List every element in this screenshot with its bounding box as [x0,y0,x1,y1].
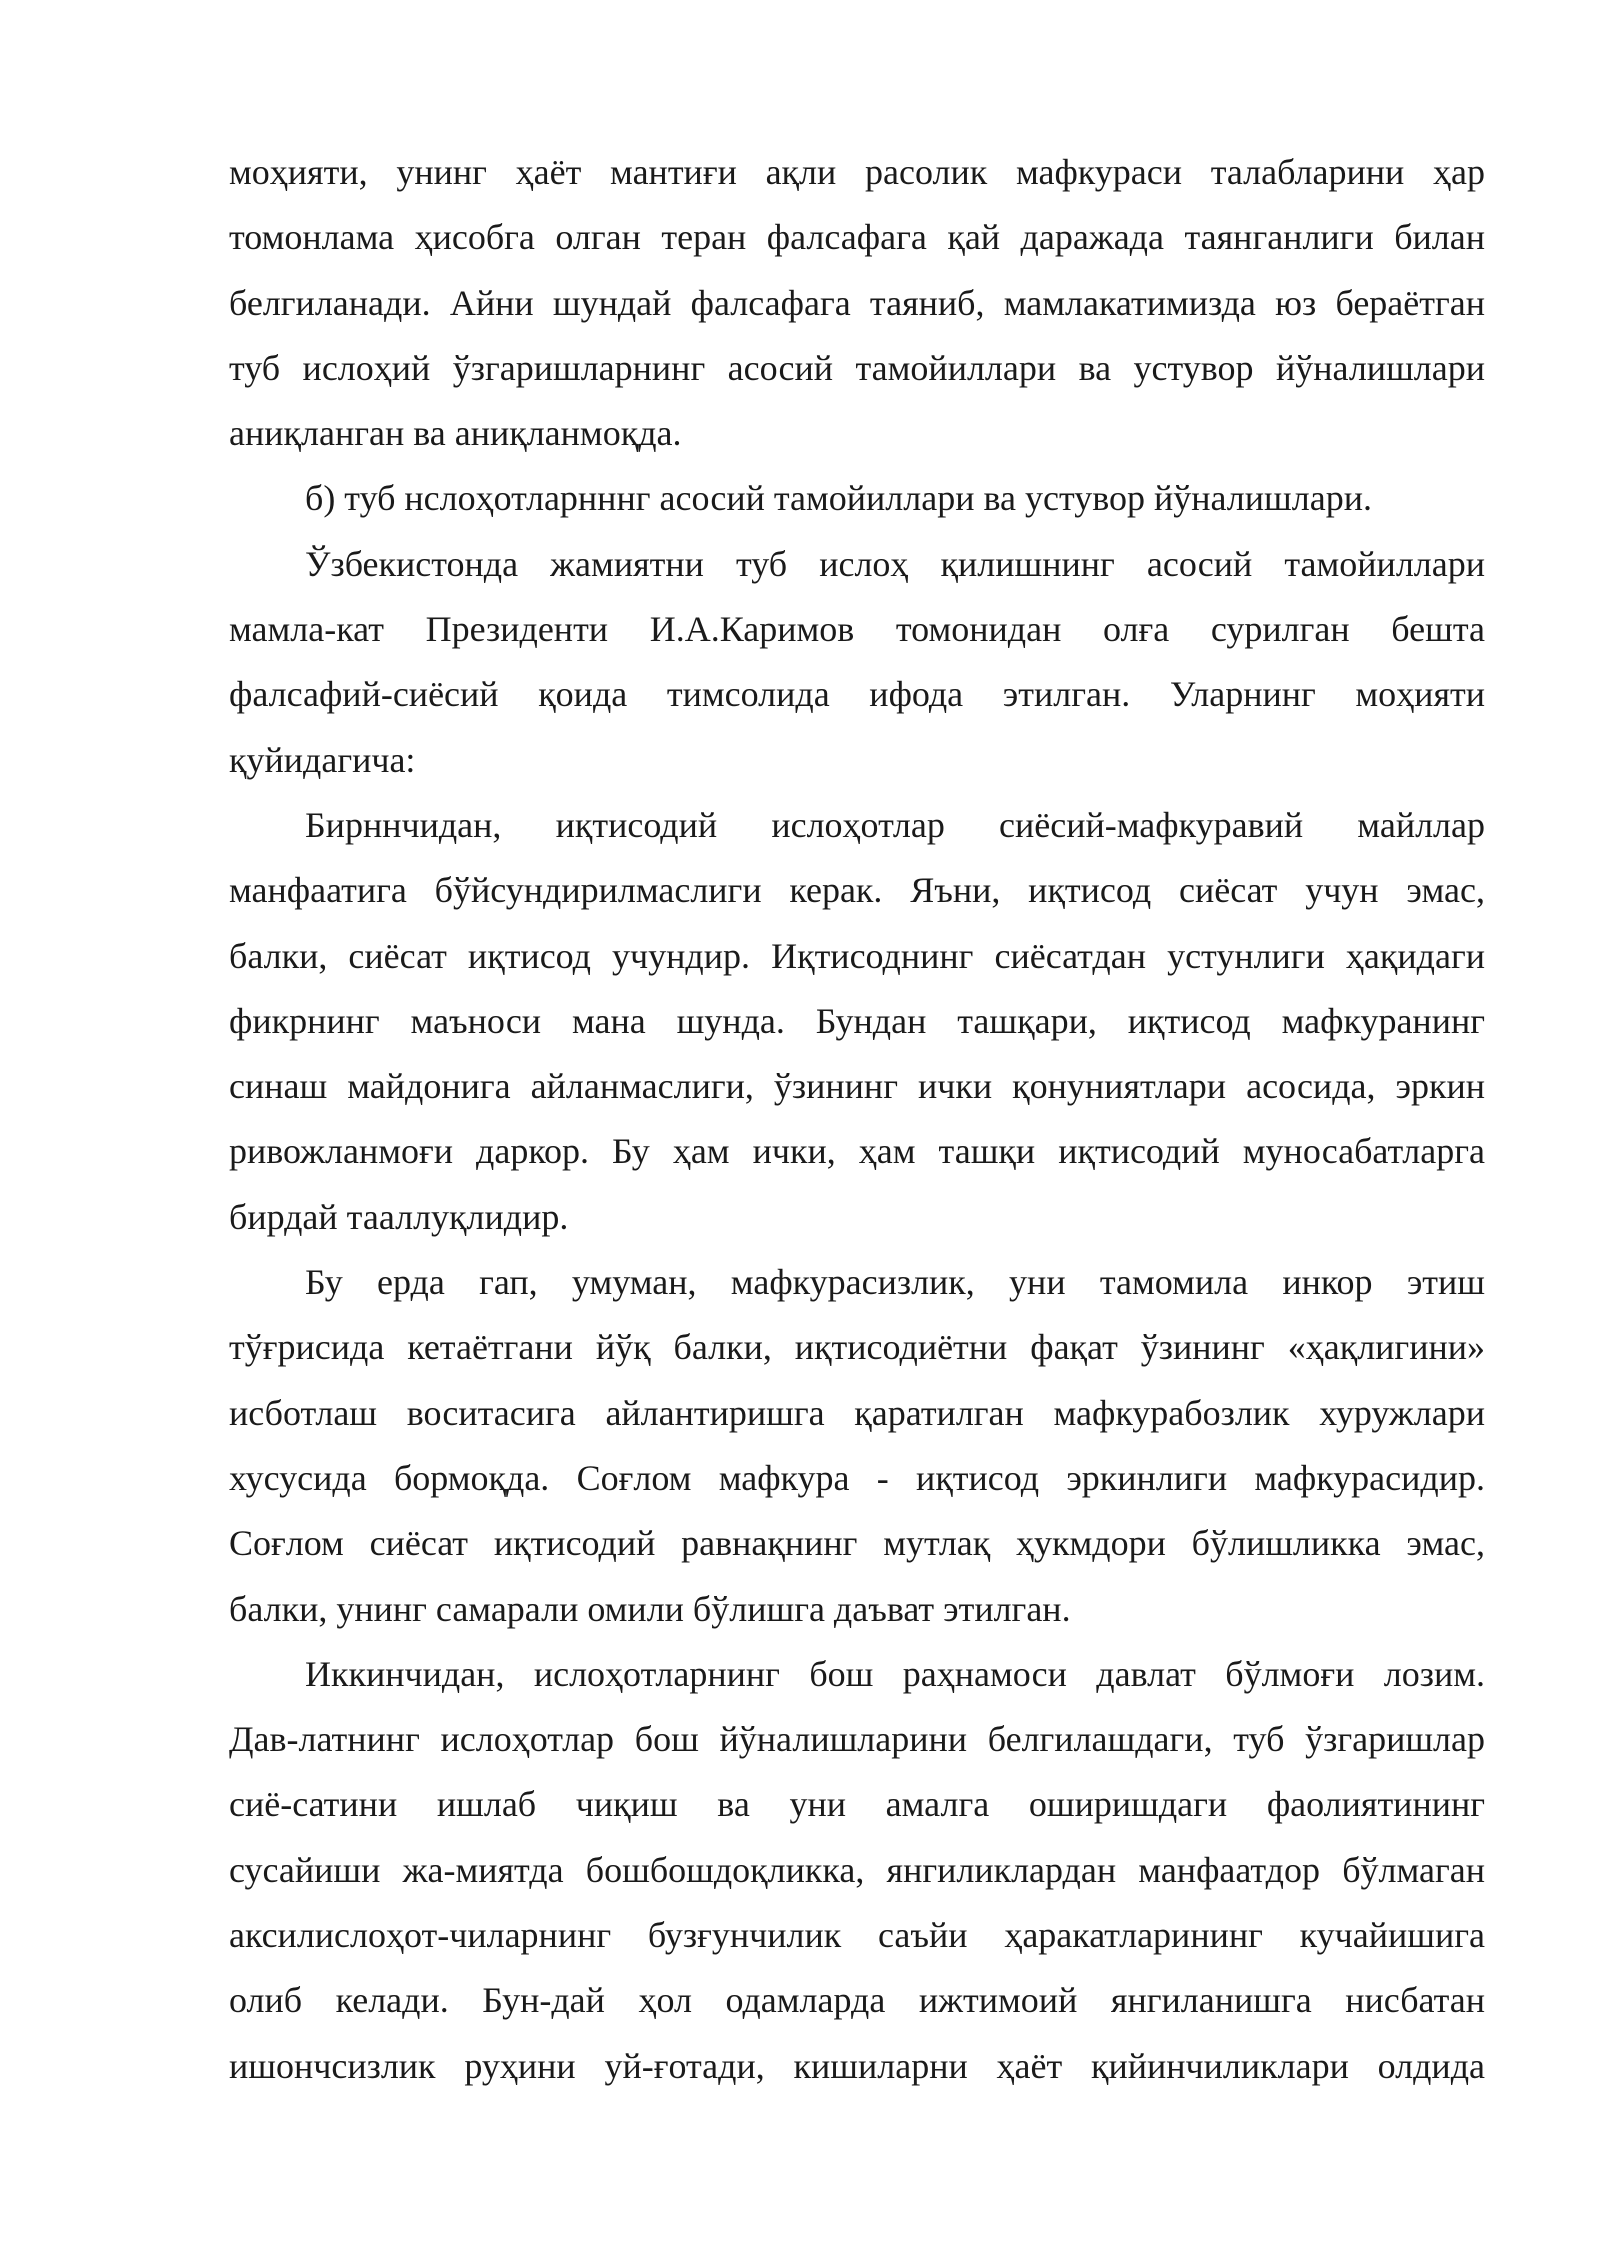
paragraph-2 [229,466,1485,531]
text-line: Бу ерда гап, умуман, мафкурасизлик, уни тамомила инкор этиш [305,1262,1485,1303]
text-line: ривожланмоғи даркор. Бу ҳам ички, ҳам ташқи иқтисодий муносабатларга [229,1131,1485,1172]
paragraph-6 [229,1642,1485,2099]
text-line: белгиланади. Айни шундай фалсафага таяниб, мамлакатимизда юз бераётган [229,282,1485,323]
text-line: манфаатига бўйсундирилмаслиги керак. Яъни, иқтисод сиёсат учун эмас, [229,870,1485,911]
text-line: фикрнинг маъноси мана шунда. Бундан ташқари, иқтисод мафкуранинг [229,1000,1485,1041]
text-line: исботлаш воситасига айлантиришга қаратилган мафкурабозлик хуружлари [229,1392,1485,1433]
paragraph-3 [229,532,1485,793]
text-line: балки, сиёсат иқтисод учундир. Иқтисоднинг сиёсатдан устунлиги ҳақидаги [229,935,1485,976]
text-line: фалсафий-сиёсий қоида тимсолида ифода этилган. Уларнинг моҳияти [229,674,1485,715]
text-line: моҳияти, унинг ҳаёт мантиғи ақли расолик мафкураси талабларини ҳар [229,152,1485,192]
text-line: қуйидагича: [229,739,416,780]
text-line: тўғрисида кетаётгани йўқ балки, иқтисодиётни фақат ўзининг «ҳақлигини» [229,1327,1485,1368]
text-line: сусайиши жа-миятда бошбошдоқликка, янгиликлардан манфаатдор бўлмаган [229,1849,1485,1890]
text-line: Бирннчидан, иқтисодий ислоҳотлар сиёсий-мафкуравий майллар [305,804,1485,845]
body-text [229,140,1485,2099]
text-line: Соғлом сиёсат иқтисодий равнақнинг мутлақ ҳукмдори бўлишликка эмас, [229,1523,1485,1564]
text-line: ишончсизлик руҳини уй-ғотади, кишиларни ҳаёт қийинчиликлари олдида [229,2045,1485,2086]
text-line: туб ислоҳий ўзгаришларнинг асосий тамойиллари ва устувор йўналишлари [229,347,1485,388]
text-line: Дав-латнинг ислоҳотлар бош йўналишларини белгилашдаги, туб ўзгаришлар [229,1719,1485,1760]
section-heading: б) туб нслоҳотларнннг асосий тамойиллари ва устувор йўналишлари. [305,478,1372,519]
text-line: томонлама ҳисобга олган теран фалсафага қай даражада таянганлиги билан [229,217,1485,258]
text-line: хусусида бормоқда. Соғлом мафкура - иқтисод эркинлиги мафкурасидир. [229,1457,1485,1498]
text-line: балки, унинг самарали омили бўлишга даъват этилган. [229,1588,1071,1629]
text-line: Иккинчидан, ислоҳотларнинг бош раҳнамоси давлат бўлмоғи лозим. [305,1653,1485,1694]
text-line: аксилислоҳот-чиларнинг бузғунчилик саъйи ҳаракатларининг кучайишига [229,1915,1485,1956]
text-line: сиё-сатини ишлаб чиқиш ва уни амалга оширишдаги фаолиятининг [229,1784,1485,1825]
text-line: синаш майдонига айланмаслиги, ўзининг ички қонуниятлари асосида, эркин [229,1066,1485,1107]
paragraph-1 [229,140,1485,466]
text-line: олиб келади. Бун-дай ҳол одамларда ижтимоий янгиланишга нисбатан [229,1980,1485,2021]
paragraph-4 [229,793,1485,1250]
text-line: бирдай тааллуқлидир. [229,1196,569,1237]
text-line: мамла-кат Президенти И.А.Каримов томонидан олға сурилган бешта [229,609,1485,650]
paragraph-5 [229,1250,1485,1642]
text-line: аниқланган ва аниқланмоқда. [229,413,682,454]
text-line: Ўзбекистонда жамиятни туб ислоҳ қилишнинг асосий тамойиллари [305,543,1485,584]
